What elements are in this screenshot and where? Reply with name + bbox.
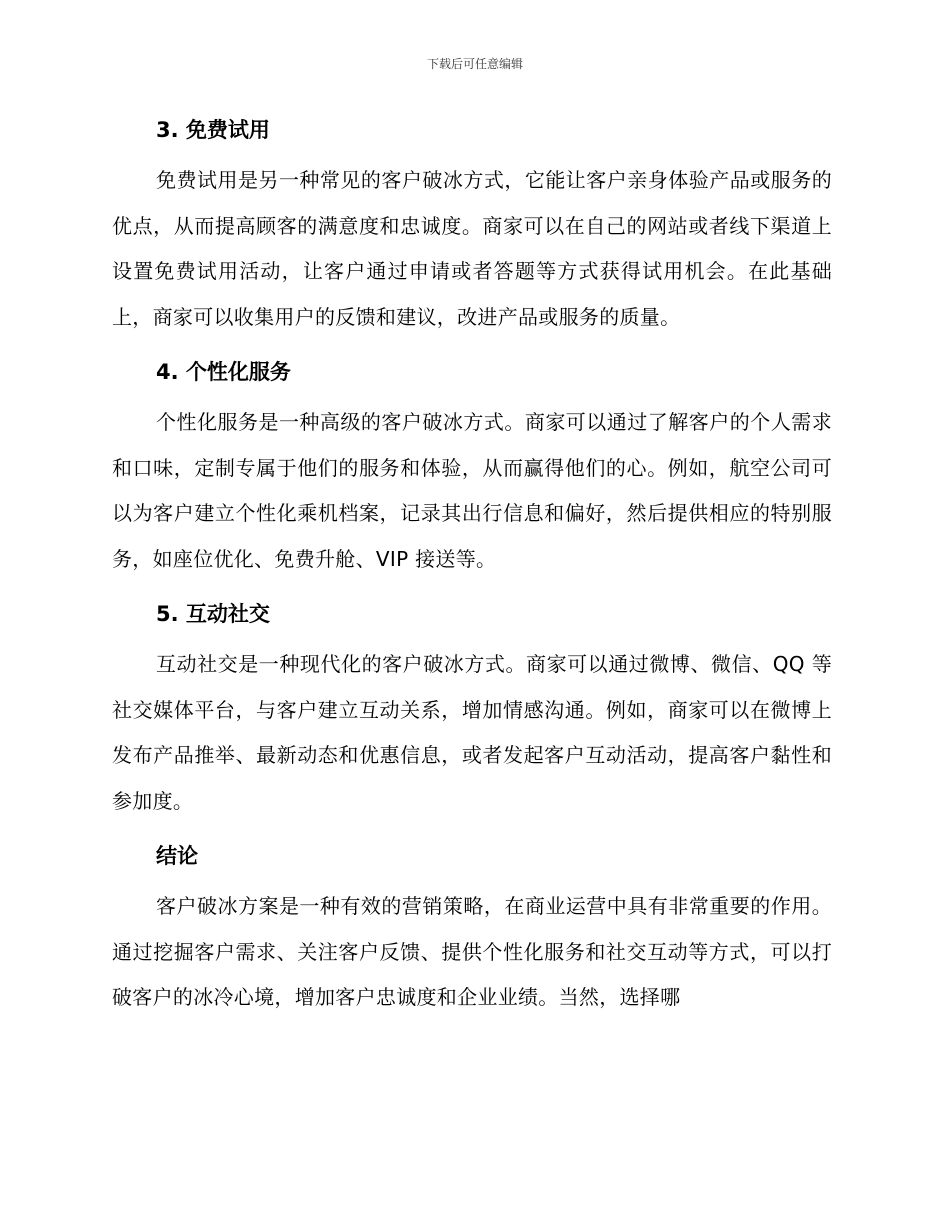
section-paragraph: 互动社交是一种现代化的客户破冰方式。商家可以通过微博、微信、QQ 等社交媒体平台，与客户建立互动关系，增加情感沟通。例如，商家可以在微博上发布产品推举、最新动态和优惠信息，或者发起客户互动活动，提高客户黏性和参加度。 <box>112 652 832 813</box>
section-heading: 4. 个性化服务 <box>156 360 291 384</box>
section-heading: 3. 免费试用 <box>156 118 270 142</box>
section-heading: 结论 <box>156 844 198 868</box>
header-note: 下载后可任意编辑 <box>426 57 523 71</box>
section-personalized-service <box>112 350 832 582</box>
section-social-interaction <box>112 592 832 824</box>
section-paragraph: 个性化服务是一种高级的客户破冰方式。商家可以通过了解客户的个人需求和口味，定制专属于他们的服务和体验，从而赢得他们的心。例如，航空公司可以为客户建立个性化乘机档案，记录其出行信息和偏好，然后提供相应的特别服务，如座位优化、免费升舱、VIP 接送等。 <box>112 410 832 571</box>
section-paragraph: 免费试用是另一种常见的客户破冰方式，它能让客户亲身体验产品或服务的优点，从而提高顾客的满意度和忠诚度。商家可以在自己的网站或者线下渠道上设置免费试用活动，让客户通过申请或者答题等方式获得试用机会。在此基础上，商家可以收集用户的反馈和建议，改进产品或服务的质量。 <box>112 168 832 329</box>
section-paragraph: 客户破冰方案是一种有效的营销策略，在商业运营中具有非常重要的作用。通过挖掘客户需求、关注客户反馈、提供个性化服务和社交互动等方式，可以打破客户的冰冷心境，增加客户忠诚度和企业业绩。当然，选择哪 <box>112 894 832 1009</box>
section-free-trial <box>112 108 832 340</box>
section-conclusion <box>112 834 832 1021</box>
section-heading: 5. 互动社交 <box>156 602 270 626</box>
document-body <box>112 108 832 1031</box>
